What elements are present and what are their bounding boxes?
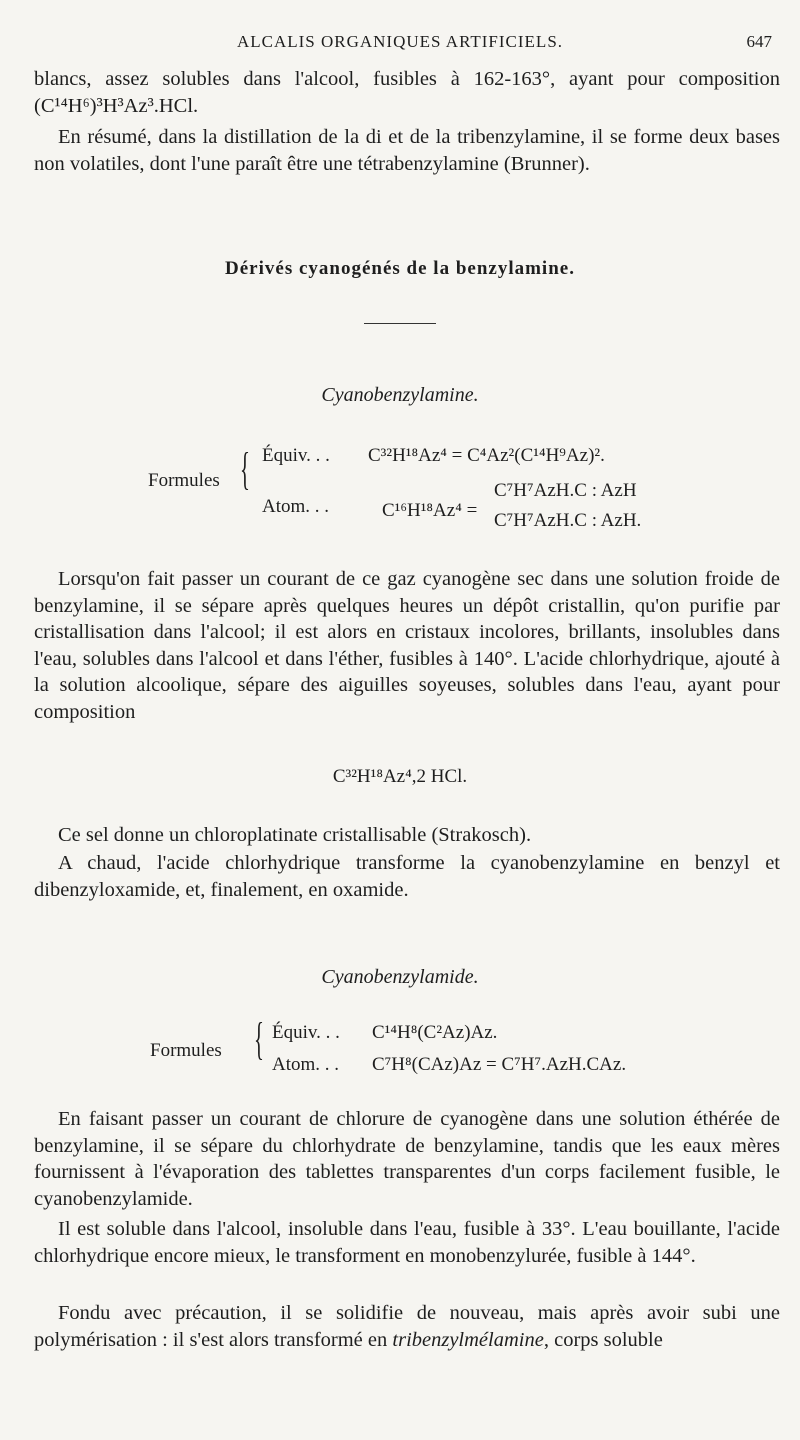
paragraph-chlorure: En faisant passer un courant de chlorure de cyanogène dans une solution éthérée de benzylamine, il se sépare du chlorhydrate de benzylamine, tandis que les eaux mères fournissent à l'évaporation des tablettes transparentes d'un corps facilement fusible, le cyanobenzylamide. xyxy=(34,1108,780,1210)
atom-formula: C¹⁶H¹⁸Az⁴ = xyxy=(382,500,478,521)
equiv-label: Équiv. . . xyxy=(262,445,330,466)
formulas-label-2: Formules xyxy=(150,1040,222,1061)
compound-title-cyanobenzylamide: Cyanobenzylamide. xyxy=(321,966,479,988)
running-title: ALCALIS ORGANIQUES ARTIFICIELS. xyxy=(236,32,564,51)
section-title: Dérivés cyanogénés de la benzylamine. xyxy=(225,258,575,279)
atom-label: Atom. . . xyxy=(262,496,330,517)
equiv-formula: C³²H¹⁸Az⁴ = C⁴Az²(C¹⁴H⁹Az)². xyxy=(368,445,605,466)
atom-formula-2: C⁷H⁸(CAz)Az = C⁷H⁷.AzH.CAz. xyxy=(372,1054,627,1075)
atom-formula-top: C⁷H⁷AzH.C : AzH xyxy=(494,480,637,501)
equiv-formula-2: C¹⁴H⁸(C²Az)Az. xyxy=(372,1022,498,1043)
running-header xyxy=(0,32,800,58)
formulas-label: Formules xyxy=(148,470,220,491)
paragraph-preparation: Lorsqu'on fait passer un courant de ce gaz cyanogène sec dans une solution froide de benzylamine, il se sépare après quelques heures un dépôt cristallin, qu'on purifie par cristallisation dans l'alcool; il est alors en cristaux incolores, brillants, insolubles dans l'eau, solubles dans l'alcool et dans l'éther, fusibles à 140°. L'acide chlorhydrique, ajouté à la solution alcoolique, sépare des aiguilles soyeuses, solubles dans l'eau, ayant pour composition xyxy=(34,568,780,723)
text-fragment-end: , corps soluble xyxy=(543,1328,663,1351)
formula-brace-2: { xyxy=(254,1013,264,1064)
paragraph-chloroplatinate: Ce sel donne un chloroplatinate cristallisable (Strakosch). xyxy=(58,824,532,846)
atom-label-2: Atom. . . xyxy=(272,1054,340,1075)
compound-title-cyanobenzylamine: Cyanobenzylamine. xyxy=(321,384,479,406)
page-number: 647 xyxy=(746,32,772,51)
paragraph-polymerisation xyxy=(34,1300,780,1353)
paragraph-solubility: Il est soluble dans l'alcool, insoluble dans l'eau, fusible à 33°. L'eau bouillante, l'acide chlorhydrique encore mieux, le transforment en monobenzylurée, fusible à 144°. xyxy=(34,1218,780,1267)
formula-brace: { xyxy=(240,443,250,494)
text-fragment: Fondu avec précaution, il se solidifie de nouveau, mais après avoir subi une polymérisation : il s'est alors transformé en xyxy=(34,1302,780,1351)
atom-formula-bottom: C⁷H⁷AzH.C : AzH. xyxy=(494,510,642,531)
paragraph-hydrolysis: A chaud, l'acide chlorhydrique transforme la cyanobenzylamine en benzyl et dibenzyloxamide, et, finalement, en oxamide. xyxy=(34,852,780,901)
salt-formula: C³²H¹⁸Az⁴,2 HCl. xyxy=(332,766,468,787)
equiv-label-2: Équiv. . . xyxy=(272,1022,340,1043)
tribenzylmelamine-term: tribenzylmélamine xyxy=(392,1328,544,1351)
paragraph-continuation: blancs, assez solubles dans l'alcool, fusibles à 162-163°, ayant pour composition (C¹⁴H⁶)³H³Az³.HCl. xyxy=(34,68,780,117)
section-rule xyxy=(364,323,436,324)
paragraph-summary: En résumé, dans la distillation de la di et de la tribenzylamine, il se forme deux bases non volatiles, dont l'une paraît être une tétrabenzylamine (Brunner). xyxy=(34,126,780,175)
